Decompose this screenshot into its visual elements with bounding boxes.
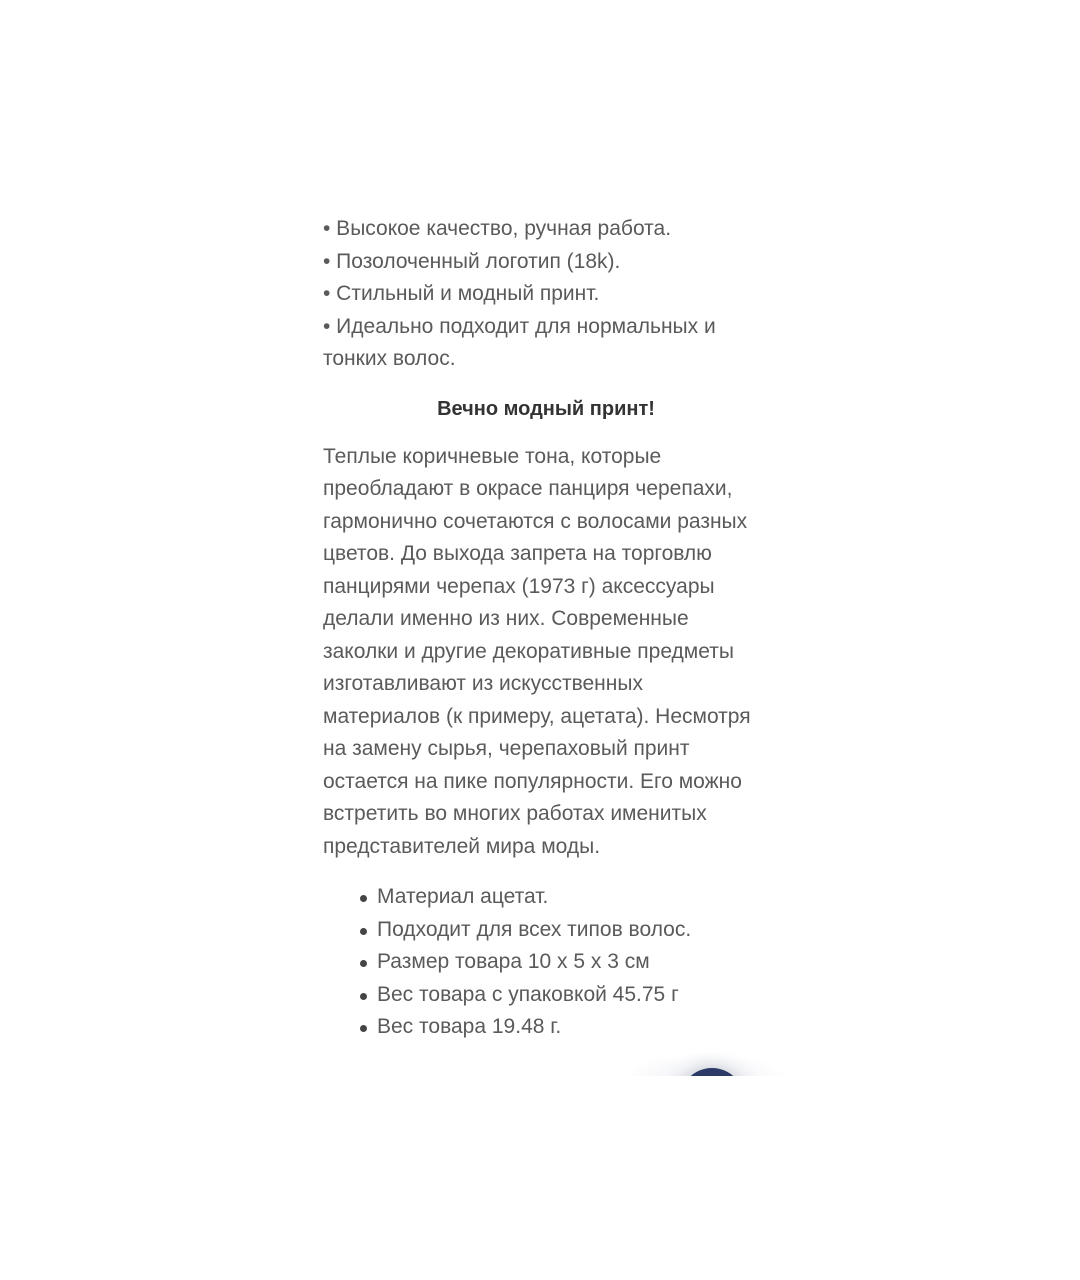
spec-item: Размер товара 10 х 5 х 3 см xyxy=(358,946,763,979)
spec-item: Подходит для всех типов волос. xyxy=(358,914,763,947)
feature-item: • Идеально подходит для нормальных и тонких волос. xyxy=(323,314,716,370)
section-heading: Вечно модный принт! xyxy=(437,397,655,420)
chat-widget-area xyxy=(560,1040,800,1076)
feature-list xyxy=(323,213,763,376)
feature-item: • Позолоченный логотип (18k). xyxy=(323,249,621,273)
spec-item: Вес товара 19.48 г. xyxy=(358,1011,763,1044)
spec-list xyxy=(323,881,763,1044)
feature-item: • Высокое качество, ручная работа. xyxy=(323,217,672,240)
feature-item: • Стильный и модный принт. xyxy=(323,282,600,305)
spec-item: Вес товара с упаковкой 45.75 г xyxy=(358,979,763,1012)
bottom-blank-area xyxy=(0,1076,1080,1280)
spec-item: Материал ацетат. xyxy=(358,881,763,914)
product-description xyxy=(323,213,763,1075)
description-paragraph: Теплые коричневые тона, которые преобладают в окрасе панциря черепахи, гармонично сочетаются с волосами разных цветов. До выхода запрета на торговлю панцирями черепах (1973 г) аксессуары делали именно из них. Современные заколки и другие декоративные предметы изготавливают из искусственных материалов (к примеру, ацетата). Несмотря на замену сырья, черепаховый принт остается на пике популярности. Его можно встретить во многих работах именитых представителей мира моды. xyxy=(323,444,751,858)
